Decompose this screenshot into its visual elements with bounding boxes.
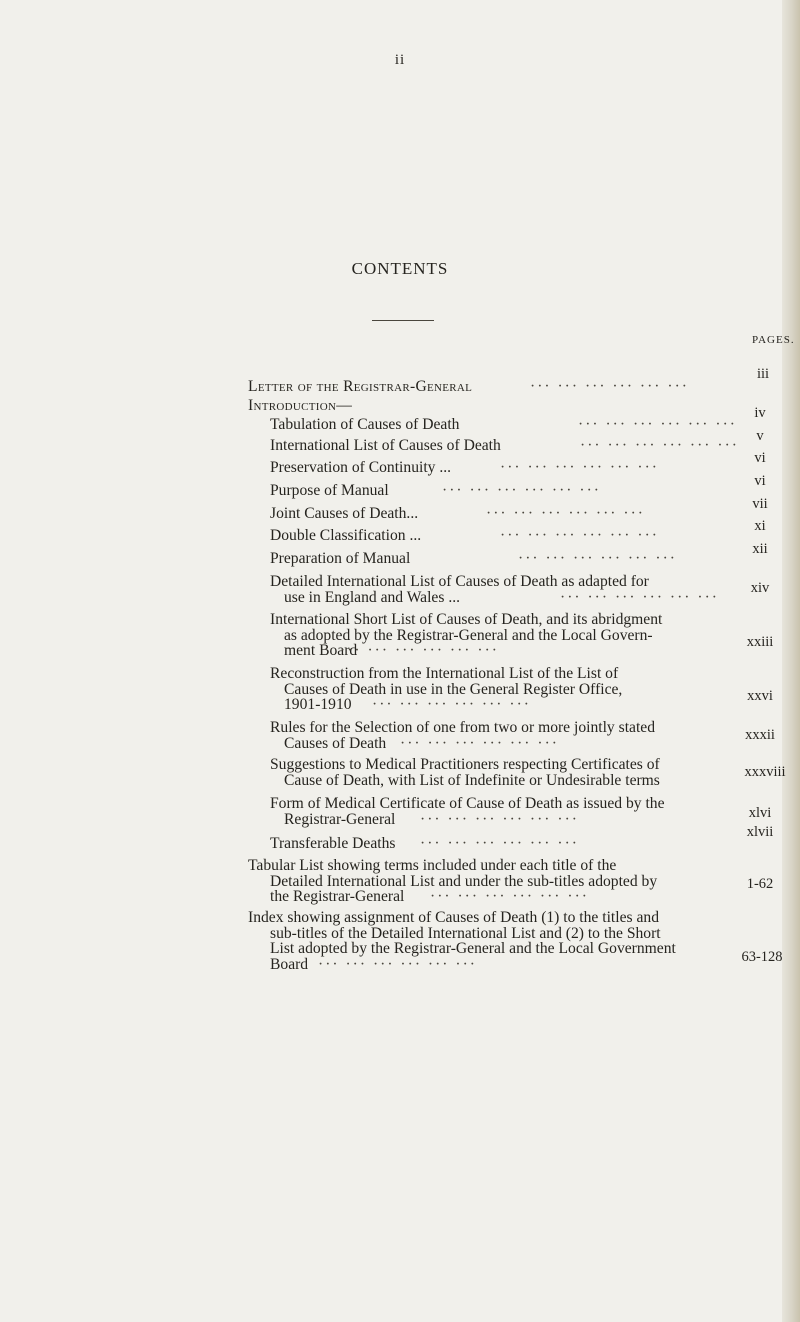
- toc-entry-line: Preparation of Manual: [270, 550, 411, 567]
- dot-leader: ··· ··· ··· ··· ··· ···: [340, 642, 499, 659]
- toc-entry-line: International List of Causes of Death: [270, 437, 501, 454]
- toc-entry-line: Reconstruction from the International List of the List of: [270, 665, 619, 682]
- toc-entry-line: as adopted by the Registrar-General and the Local Govern-: [284, 626, 653, 644]
- toc-page-ref: xxxii: [745, 727, 775, 743]
- dot-leader: ··· ··· ··· ··· ··· ···: [318, 956, 477, 973]
- toc-page-ref: xi: [754, 518, 766, 534]
- dot-leader: ··· ··· ··· ··· ··· ···: [486, 505, 645, 522]
- toc-page-ref: xiv: [750, 580, 770, 596]
- title-divider: [372, 320, 434, 321]
- dot-leader: ··· ··· ··· ··· ··· ···: [430, 888, 589, 905]
- toc-entry-line: Detailed International List and under the sub-titles adopted by: [270, 872, 658, 890]
- toc-entry: [270, 506, 418, 522]
- toc-page-ref: xxiii: [746, 634, 774, 650]
- page-title: CONTENTS: [351, 259, 449, 278]
- toc-entry: [270, 438, 501, 454]
- toc-section-heading: [248, 398, 352, 414]
- toc-entry-line: Cause of Death, with List of Indefinite or Undesirable terms: [284, 771, 660, 789]
- toc-entry-line: Index showing assignment of Causes of Death (1) to the titles and: [248, 909, 659, 926]
- toc-entry-line: Board: [270, 955, 309, 973]
- toc-entry-line: List adopted by the Registrar-General and the Local Government: [270, 940, 676, 958]
- toc-entry: [270, 551, 410, 567]
- dot-leader: ··· ··· ··· ··· ··· ···: [420, 835, 579, 852]
- toc-entry: [270, 417, 459, 433]
- toc-page-ref: xxxviii: [744, 764, 786, 780]
- dot-leader: ··· ··· ··· ··· ··· ···: [420, 811, 579, 828]
- toc-entry-line: Joint Causes of Death...: [270, 505, 419, 522]
- toc-entry-line: Causes of Death: [284, 734, 387, 752]
- toc-page-ref: vi: [754, 450, 766, 466]
- toc-entry-line: Double Classification ...: [270, 527, 422, 544]
- toc-page-ref: vi: [754, 473, 766, 489]
- toc-entry-line: ment Board: [284, 642, 358, 660]
- page-number: ii: [394, 52, 406, 68]
- dot-leader: ··· ··· ··· ··· ··· ···: [400, 735, 559, 752]
- toc-entry-line: Rules for the Selection of one from two or more jointly stated: [270, 719, 655, 736]
- toc-entry-line: Detailed International List of Causes of Death as adapted for: [270, 573, 649, 590]
- toc-entry-line: Tabular List showing terms included under each title of the: [248, 857, 617, 874]
- dot-leader: ··· ··· ··· ··· ··· ···: [442, 482, 601, 499]
- toc-entry-line: 1901-1910: [284, 696, 352, 714]
- toc-entry: [270, 836, 395, 852]
- toc-page-ref: xxvi: [747, 688, 773, 704]
- toc-page-ref: iv: [754, 405, 766, 421]
- dot-leader: ··· ··· ··· ··· ··· ···: [372, 696, 531, 713]
- dot-leader: ··· ··· ··· ··· ··· ···: [518, 550, 677, 567]
- toc-entry-line: Form of Medical Certificate of Cause of Death as issued by the: [270, 795, 665, 812]
- toc-entry-line: Registrar-General: [284, 810, 396, 828]
- dot-leader: ··· ··· ··· ··· ··· ···: [578, 416, 737, 433]
- toc-entry-line: sub-titles of the Detailed International List and (2) to the Short: [270, 924, 661, 942]
- toc-page-ref: 63-128: [741, 949, 783, 965]
- toc-entry: [270, 757, 660, 788]
- toc-entry-line: the Registrar-General: [270, 888, 405, 906]
- toc-entry-line: Purpose of Manual: [270, 482, 389, 499]
- dot-leader: ··· ··· ··· ··· ··· ···: [560, 589, 719, 606]
- toc-entry-line: use in England and Wales ...: [284, 588, 461, 606]
- dot-leader: ··· ··· ··· ··· ··· ···: [530, 378, 689, 395]
- toc-page-ref: v: [756, 428, 764, 444]
- dot-leader: ··· ··· ··· ··· ··· ···: [500, 527, 659, 544]
- toc-page-ref: iii: [756, 366, 770, 382]
- page-edge-shadow: [782, 0, 800, 1322]
- toc-entry: [248, 379, 472, 395]
- toc-entry-line: Letter of the Registrar-General: [248, 378, 473, 395]
- toc-entry-line: Transferable Deaths: [270, 835, 396, 852]
- dot-leader: ··· ··· ··· ··· ··· ···: [580, 437, 739, 454]
- toc-entry: [270, 528, 421, 544]
- toc-page-ref: xlvi: [748, 805, 772, 821]
- toc-page-ref: xii: [752, 541, 768, 557]
- toc-entry-line: Tabulation of Causes of Death: [270, 416, 460, 433]
- toc-entry: [270, 483, 389, 499]
- toc-entry-line: Preservation of Continuity ...: [270, 459, 452, 476]
- pages-column-header: PAGES.: [752, 334, 795, 346]
- toc-entry-line: International Short List of Causes of Death, and its abridgment: [270, 611, 663, 628]
- toc-entry: [270, 460, 451, 476]
- toc-page-ref: 1-62: [746, 876, 774, 892]
- toc-entry-line: Causes of Death in use in the General Register Office,: [284, 680, 623, 698]
- toc-page-ref: vii: [752, 496, 768, 512]
- dot-leader: ··· ··· ··· ··· ··· ···: [500, 459, 659, 476]
- toc-page-ref: xlvii: [746, 824, 774, 840]
- toc-entry-line: Introduction—: [248, 397, 353, 414]
- toc-entry-line: Suggestions to Medical Practitioners respecting Certificates of: [270, 756, 660, 773]
